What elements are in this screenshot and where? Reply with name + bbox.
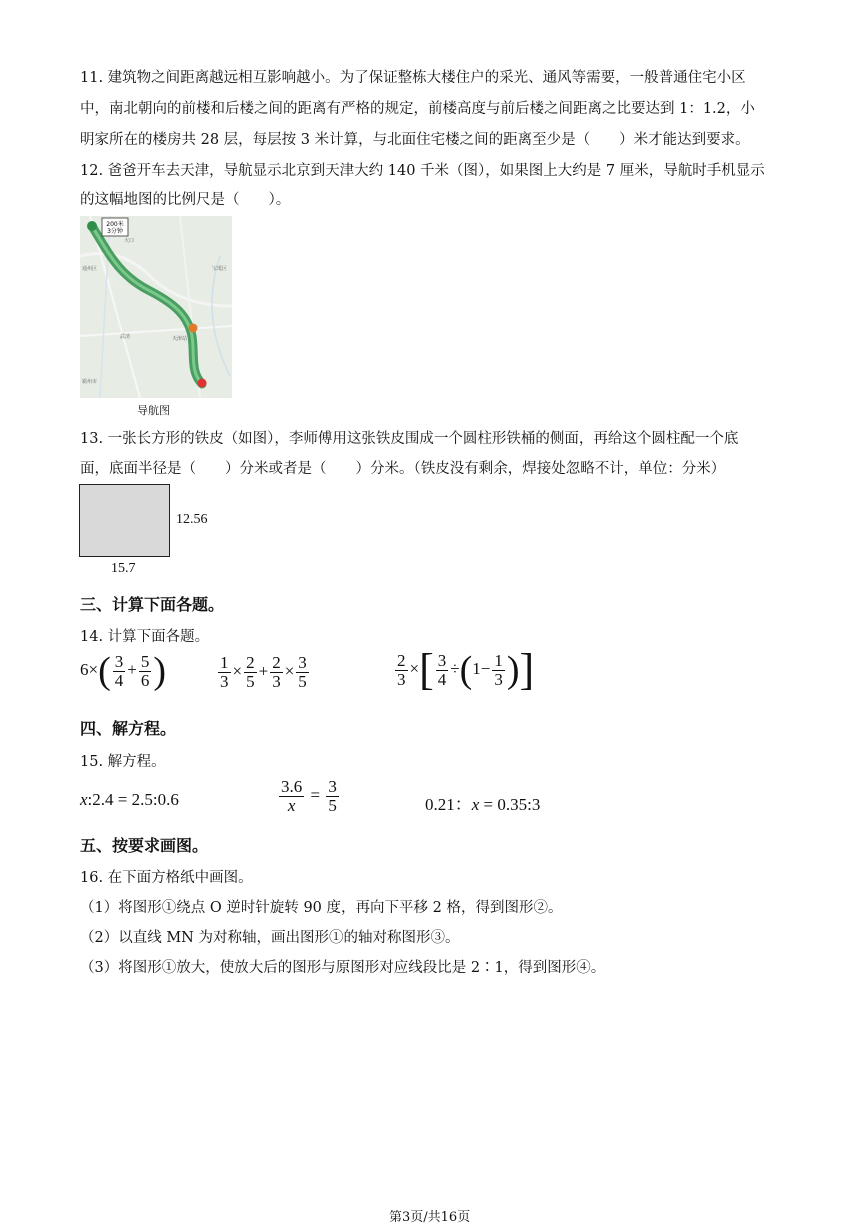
map-distance: 200米 [106, 221, 124, 228]
section3-heading: 三、计算下面各题。 [80, 595, 225, 614]
navigation-map-image [80, 216, 232, 398]
map-label-mid: 武清 [120, 334, 131, 340]
q11-line2: 中，南北朝向的前楼和后楼之间的距离有严格的规定，前楼高度与前后楼之间距离之比要达到 1：1.2，小 [80, 101, 755, 117]
map-label-bottom: 霸州市 [82, 379, 98, 385]
q15-title: 15. 解方程。 [80, 754, 166, 770]
expr1: 6×( $\frac{3}{4}$ + $\frac{5}{6}$ ) [80, 650, 166, 692]
start-marker [87, 221, 97, 231]
q12-line2: 的这幅地图的比例尺是（ ）。 [80, 192, 291, 208]
map-caption: 导航图 [137, 404, 170, 417]
equation3: 0.21：x = 0.35:3 [425, 795, 541, 814]
map-label-road: 大口 [124, 238, 135, 244]
q12-line1: 12. 爸爸开车去天津，导航显示北京到天津大约 140 千米（图），如果图上大约是 7 厘米，导航时手机显示 [80, 163, 765, 179]
section4-heading: 四、解方程。 [80, 719, 177, 738]
page-footer: 第3页/共16页 [389, 1210, 471, 1225]
map-label-dest: 天津站 [172, 336, 188, 342]
q16-step3: （3）将图形①放大，使放大后的图形与原图形对应线段比是 2∶1，得到图形④。 [80, 960, 606, 976]
iron-sheet-rectangle [79, 484, 170, 557]
section5-heading: 五、按要求画图。 [80, 836, 209, 855]
q11-line1: 11. 建筑物之间距离越远相互影响越小。为了保证整栋大楼住户的采光、通风等需要，一般普通住宅小区 [80, 70, 746, 86]
expr2: $\frac{1}{3}$ × $\frac{2}{5}$ + $\frac{2}{3}$ × $\frac{3}{5}$ [220, 653, 307, 691]
map-label-right: 宝坻区 [212, 266, 228, 272]
q13-line1: 13. 一张长方形的铁皮（如图），李师傅用这张铁皮围成一个圆柱形铁桶的侧面，再给这个圆柱配一个底 [80, 431, 739, 447]
q14-title: 14. 计算下面各题。 [80, 629, 210, 645]
rect-bottom-label: 15.7 [111, 561, 136, 576]
q16-title: 16. 在下面方格纸中画图。 [80, 870, 253, 886]
waypoint-marker [189, 324, 198, 333]
q16-step2: （2）以直线 MN 为对称轴，画出图形①的轴对称图形③。 [80, 930, 460, 946]
q13-line2: 面，底面半径是（ ）分米或者是（ ）分米。（铁皮没有剩余，焊接处忽略不计，单位：分米） [80, 461, 726, 477]
map-graphic [80, 216, 232, 398]
expr3: $\frac{2}{3}$ ×[ $\frac{3}{4}$ ÷(1− $\frac{1}{3}$ )] [397, 645, 535, 694]
equation1: x:2.4 = 2.5:0.6 [80, 790, 179, 809]
map-time: 3分钟 [107, 228, 123, 235]
equation2: $\frac{3.6}{x}$ = $\frac{3}{5}$ [281, 777, 337, 815]
q16-step1: （1）将图形①绕点 O 逆时针旋转 90 度，再向下平移 2 格，得到图形②。 [80, 900, 563, 916]
destination-marker [198, 379, 207, 388]
map-label-left: 通州区 [82, 266, 98, 272]
rect-side-label: 12.56 [176, 512, 208, 527]
q11-line3: 明家所在的楼房共 28 层，每层按 3 米计算，与北面住宅楼之间的距离至少是（ ）米才能达到要求。 [80, 132, 750, 148]
